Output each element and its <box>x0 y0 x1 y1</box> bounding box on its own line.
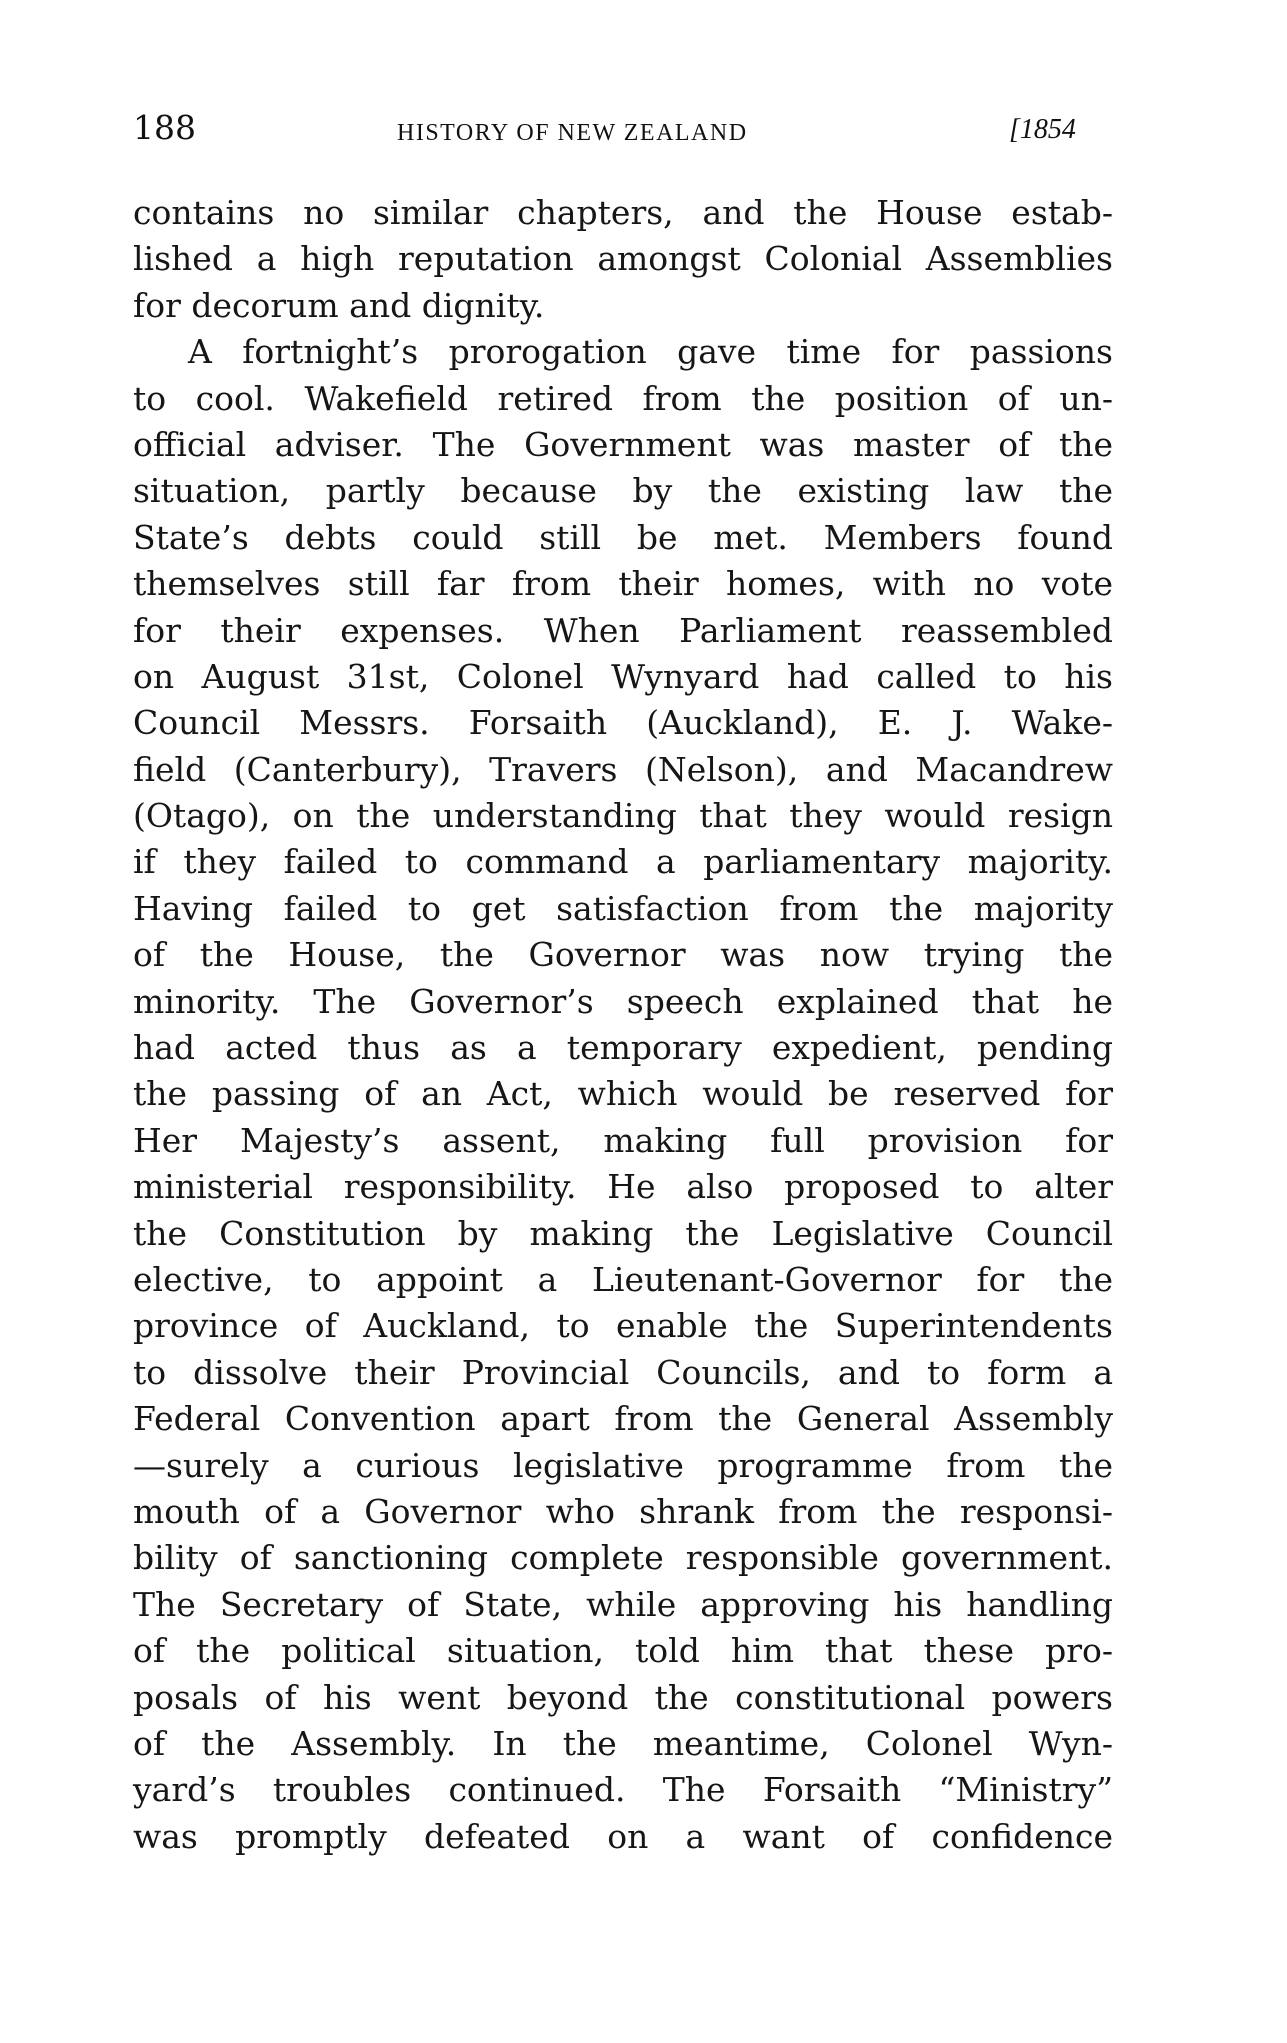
text-line: posals of his went beyond the constitutional powers <box>133 1677 1113 1717</box>
text-line: Having failed to get satisfaction from the majority <box>133 888 1113 928</box>
text-line: Her Majesty’s assent, making full provision for <box>133 1120 1113 1160</box>
text-line: —surely a curious legislative programme from the <box>133 1445 1113 1485</box>
text-line: The Secretary of State, while approving his handling <box>133 1584 1113 1624</box>
text-line: of the Assembly. In the meantime, Colonel Wyn- <box>133 1723 1113 1763</box>
text-line: situation, partly because by the existing law the <box>133 471 1113 511</box>
page-number: 188 <box>133 108 196 147</box>
text-line: of the House, the Governor was now trying the <box>133 935 1113 975</box>
text-line: if they failed to command a parliamentary majority. <box>133 842 1113 882</box>
text-line: to cool. Wakefield retired from the position of un- <box>133 378 1113 418</box>
text-line: Council Messrs. Forsaith (Auckland), E. J. Wake- <box>133 703 1113 743</box>
page-header <box>133 108 1133 158</box>
text-line: field (Canterbury), Travers (Nelson), and Macandrew <box>133 749 1113 789</box>
text-line: on August 31st, Colonel Wynyard had called to his <box>133 656 1113 696</box>
text-line: Federal Convention apart from the General Assembly <box>133 1399 1113 1439</box>
text-line: province of Auckland, to enable the Superintendents <box>133 1306 1113 1346</box>
year-marker: [1854 <box>1009 114 1076 145</box>
text-line: for decorum and dignity. <box>133 285 545 325</box>
text-line: yard’s troubles continued. The Forsaith “Ministry” <box>133 1770 1113 1810</box>
text-line: the Constitution by making the Legislative Council <box>133 1213 1113 1253</box>
text-line: for their expenses. When Parliament reassembled <box>133 610 1113 650</box>
text-line: official adviser. The Government was master of the <box>133 424 1113 464</box>
text-line: bility of sanctioning complete responsible government. <box>133 1538 1113 1578</box>
text-line: elective, to appoint a Lieutenant-Governor for the <box>133 1259 1113 1299</box>
text-line: was promptly defeated on a want of confidence <box>133 1816 1113 1856</box>
body-text <box>133 190 1113 1860</box>
running-head: HISTORY OF NEW ZEALAND <box>397 120 748 146</box>
text-line: minority. The Governor’s speech explained that he <box>133 981 1113 1021</box>
text-line: of the political situation, told him that these pro- <box>133 1631 1113 1671</box>
text-line: the passing of an Act, which would be reserved for <box>133 1074 1113 1114</box>
text-line: contains no similar chapters, and the House estab- <box>133 193 1113 232</box>
text-line: mouth of a Governor who shrank from the responsi- <box>133 1491 1113 1531</box>
text-line: had acted thus as a temporary expedient, pending <box>133 1028 1113 1068</box>
text-line: lished a high reputation amongst Colonial Assemblies <box>133 239 1113 279</box>
text-line: themselves still far from their homes, with no vote <box>133 564 1113 604</box>
text-line: State’s debts could still be met. Members found <box>133 517 1113 557</box>
text-line: ministerial responsibility. He also proposed to alter <box>133 1167 1113 1207</box>
text-line: to dissolve their Provincial Councils, and to form a <box>133 1352 1113 1392</box>
text-line: (Otago), on the understanding that they would resign <box>133 796 1113 836</box>
text-line: A fortnight’s prorogation gave time for passions <box>188 332 1113 372</box>
